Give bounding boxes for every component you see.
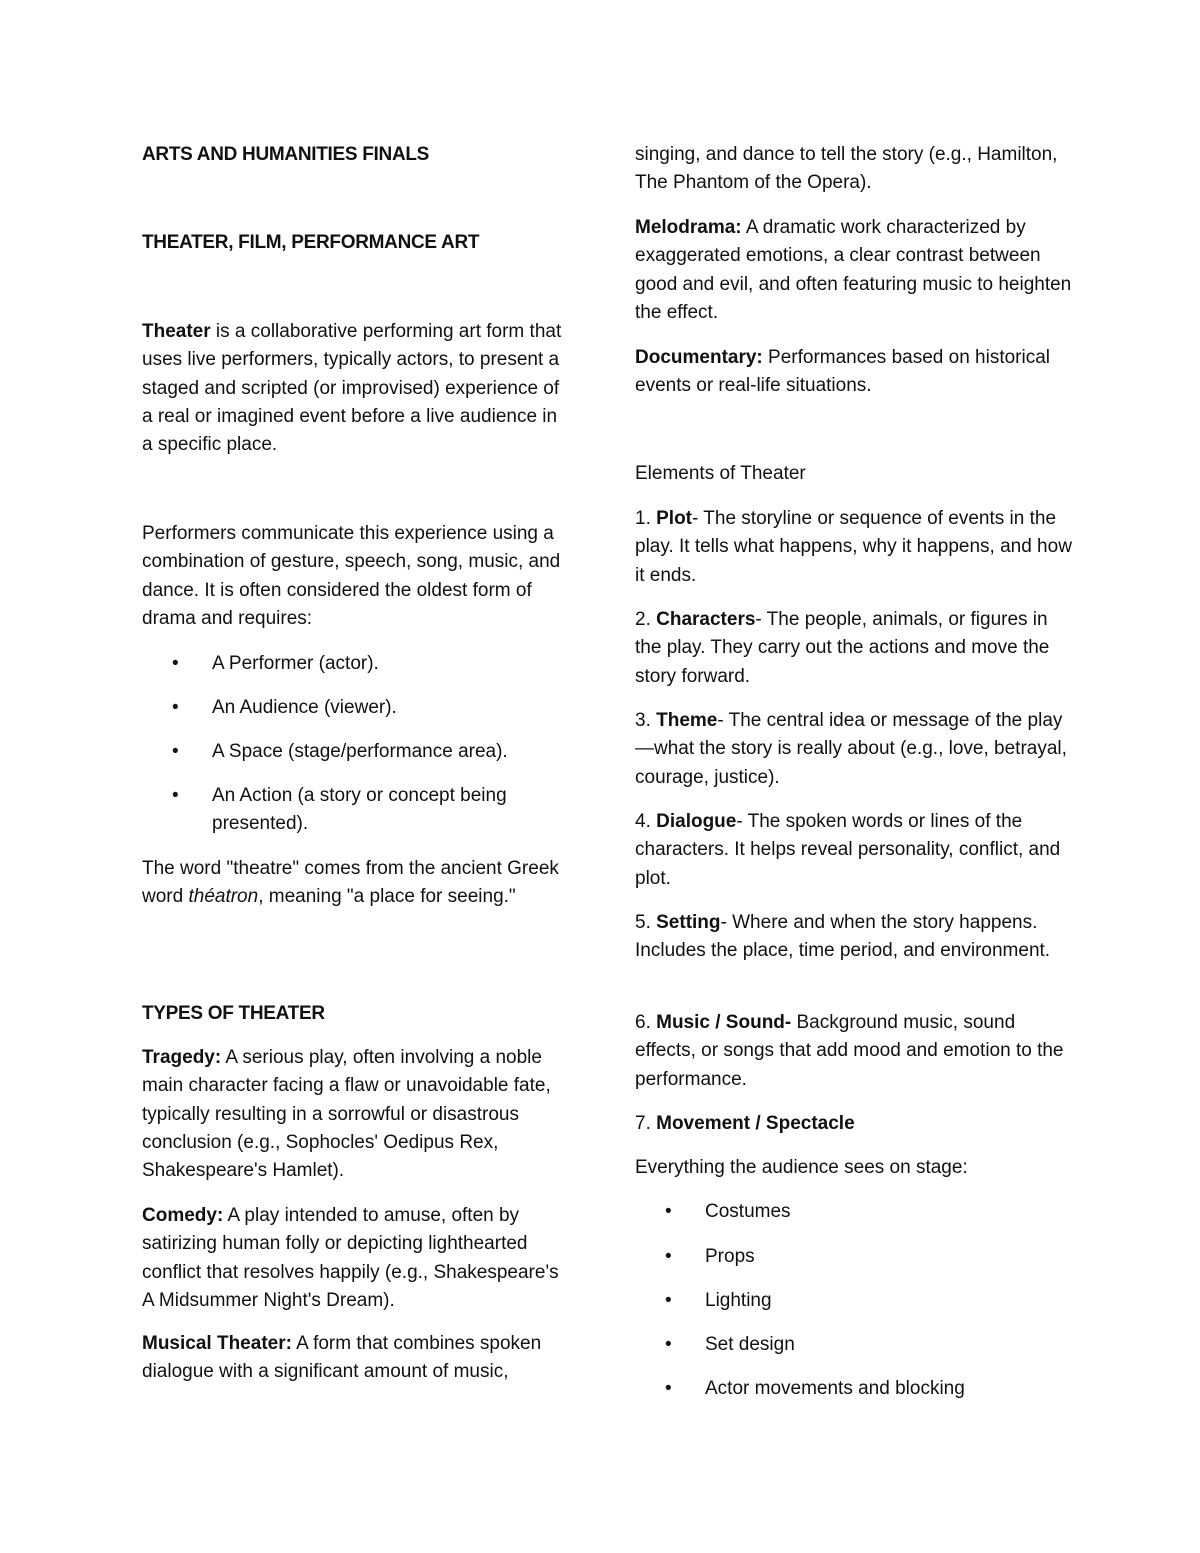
requirement-item: • An Audience (viewer).: [142, 694, 572, 722]
type-documentary: Documentary: Performances based on historical events or real-life situations.: [635, 347, 1051, 397]
bullet-icon: •: [172, 697, 179, 718]
etymology-paragraph: The word "theatre" comes from the ancient Greek word théatron, meaning "a place for seeing.": [142, 858, 559, 908]
spectacle-item: • Actor movements and blocking: [635, 1375, 1075, 1403]
types-heading: TYPES OF THEATER: [142, 1003, 325, 1024]
element-term: Characters: [656, 609, 756, 630]
type-melodrama: Melodrama: A dramatic work characterized by exaggerated emotions, a clear contrast between good and evil, and often featuring music to heighten the effect.: [635, 217, 1072, 323]
theater-definition: [142, 318, 572, 459]
element-item: 2. Characters- The people, animals, or figures in the play. They carry out the actions and move the story forward.: [635, 609, 1050, 687]
bullet-icon: •: [172, 785, 179, 806]
theater-term: Theater: [142, 321, 211, 342]
element-term: Plot: [656, 508, 693, 529]
type-term: Musical Theater:: [142, 1333, 292, 1354]
type-term: Tragedy:: [142, 1047, 222, 1068]
element-term: Movement / Spectacle: [656, 1113, 855, 1134]
bullet-icon: •: [665, 1290, 672, 1311]
spectacle-item: • Set design: [635, 1331, 1075, 1359]
bullet-icon: •: [665, 1378, 672, 1399]
type-comedy: Comedy: A play intended to amuse, often by satirizing human folly or depicting lighthearted conflict that resolves happily (e.g., Shakespeare's A Midsummer Night's Dream).: [142, 1205, 559, 1311]
document-title: ARTS AND HUMANITIES FINALS: [142, 144, 430, 165]
element-item: 7. Movement / Spectacle: [635, 1113, 855, 1134]
theater-definition-text: is a collaborative performing art form that uses live performers, typically actors, to present a staged and scripted (or improvised) experience of a real or imagined event before a live audience in a specific place.: [142, 321, 562, 456]
element-item: 6. Music / Sound- Background music, sound effects, or songs that add mood and emotion to the performance.: [635, 1012, 1064, 1090]
spectacle-intro: Everything the audience sees on stage:: [635, 1157, 968, 1178]
elements-heading: Elements of Theater: [635, 463, 806, 484]
type-musical: Musical Theater: A form that combines spoken dialogue with a significant amount of music,: [142, 1333, 542, 1383]
spectacle-item: • Lighting: [635, 1287, 1075, 1315]
element-term: Music / Sound-: [656, 1012, 792, 1033]
spectacle-item: • Costumes: [635, 1198, 1075, 1226]
bullet-icon: •: [665, 1246, 672, 1267]
element-term: Theme: [656, 710, 718, 731]
element-term: Dialogue: [656, 811, 737, 832]
type-term: Comedy:: [142, 1205, 224, 1226]
bullet-icon: •: [172, 741, 179, 762]
requirement-item: • A Space (stage/performance area).: [142, 738, 572, 766]
element-item: 5. Setting- Where and when the story happens. Includes the place, time period, and environment.: [635, 912, 1051, 962]
type-term: Melodrama:: [635, 217, 742, 238]
bullet-icon: •: [172, 653, 179, 674]
requirement-item: • An Action (a story or concept being presented).: [142, 782, 572, 839]
element-item: 4. Dialogue- The spoken words or lines of the characters. It helps reveal personality, conflict, and plot.: [635, 811, 1061, 889]
type-musical-continued: singing, and dance to tell the story (e.g., Hamilton, The Phantom of the Opera).: [635, 144, 1058, 194]
bullet-icon: •: [665, 1201, 672, 1222]
type-tragedy: Tragedy: A serious play, often involving a noble main character facing a flaw or unavoidable fate, typically resulting in a sorrowful or disastrous conclusion (e.g., Sophocles' Oedipus Rex, Shakespeare's Hamlet).: [142, 1047, 551, 1182]
performers-paragraph: Performers communicate this experience using a combination of gesture, speech, song, music, and dance. It is often considered the oldest form of drama and requires:: [142, 523, 561, 629]
bullet-icon: •: [665, 1334, 672, 1355]
greek-word: théatron: [188, 886, 259, 908]
requirement-item: • A Performer (actor).: [142, 650, 572, 678]
element-item: 1. Plot- The storyline or sequence of events in the play. It tells what happens, why it happens, and how it ends.: [635, 508, 1072, 586]
element-item: 3. Theme- The central idea or message of the play—what the story is really about (e.g., love, betrayal, courage, justice).: [635, 710, 1067, 788]
element-term: Setting: [656, 912, 721, 933]
section-heading: THEATER, FILM, PERFORMANCE ART: [142, 232, 480, 253]
spectacle-item: • Props: [635, 1243, 1075, 1271]
type-term: Documentary:: [635, 347, 763, 368]
